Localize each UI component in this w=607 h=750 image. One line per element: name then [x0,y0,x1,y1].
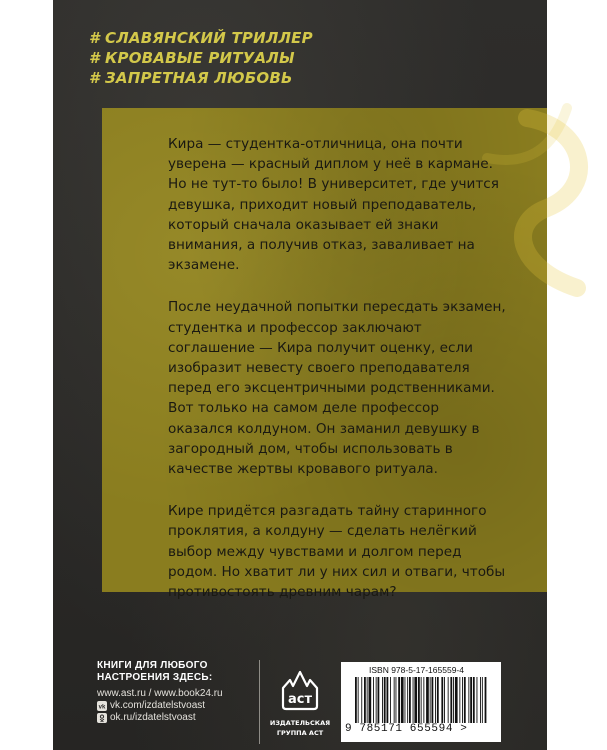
barcode-bar [473,677,475,723]
svg-text:vk: vk [98,704,106,711]
barcode-bar [464,677,466,723]
vk-icon [97,701,107,711]
annotation-text [168,134,508,624]
cover-footer [53,652,547,750]
barcode-bar [450,677,452,723]
barcode-bar [418,677,420,723]
barcode-bar [444,677,445,723]
barcode-bar [405,677,406,723]
promo-ok-link[interactable] [97,712,223,724]
publisher-logo [269,666,331,737]
hashtag-slavic-thriller: # СЛАВЯНСКИЙ ТРИЛЛЕР [89,29,313,47]
barcode-bar [401,677,404,723]
barcode-bar [470,677,472,723]
barcode-bar [413,677,414,723]
barcode-bar [462,677,463,723]
barcode-bar [414,677,417,723]
barcode-icon [355,677,487,723]
barcode-bar [480,677,481,723]
barcode-bar [407,677,408,723]
barcode-bar [477,677,478,723]
promo-title-line-1: КНИГИ ДЛЯ ЛЮБОГО [97,660,208,671]
publisher-name-line-2: ГРУППА АСТ [276,729,324,737]
barcode-bar [432,677,434,723]
hashtag-list [89,28,313,88]
barcode-bar [358,677,359,723]
barcode-bar [355,677,357,723]
footer-divider [259,660,260,744]
barcode-bar [378,677,380,723]
ok-link-text: ok.ru/izdatelstvoast [110,712,196,723]
barcode-bar [396,677,397,723]
hashtag-bloody-rituals: # КРОВАВЫЕ РИТУАЛЫ [89,49,295,67]
ast-logo-icon [277,666,323,712]
barcode-bar [398,677,400,723]
barcode-bar [367,677,368,723]
barcode-bar [468,677,469,723]
publisher-name-line-1: ИЗДАТЕЛЬСКАЯ [269,719,331,727]
barcode-bar [382,677,383,723]
barcode-bar [426,677,429,723]
barcode-bar [364,677,366,723]
promo-vk-link[interactable] [97,700,223,712]
websites-text: www.ast.ru / www.book24.ru [97,688,223,699]
barcode-bar [430,677,431,723]
promo-title-line-2: НАСТРОЕНИЯ ЗДЕСЬ: [97,672,213,683]
isbn-barcode [341,662,501,742]
hashtag-forbidden-love: # ЗАПРЕТНАЯ ЛЮБОВЬ [89,69,293,87]
barcode-bar [369,677,372,723]
ast-logo-text: аст [287,692,313,707]
publisher-promo [97,660,223,724]
barcode-bar [437,677,439,723]
vk-link-text: vk.com/izdatelstvoast [110,700,206,711]
barcode-bar [455,677,458,723]
isbn-text: ISBN 978-5-17-165559-4 [369,665,464,675]
barcode-bar [435,677,436,723]
barcode-bar [448,677,449,723]
barcode-bar [423,677,424,723]
barcode-bar [390,677,391,723]
barcode-bar [376,677,377,723]
ok-icon [97,713,107,723]
barcode-bar [387,677,389,723]
annotation-paragraph-2: После неудачной попытки пересдать экзамен, студентка и профессор заключают соглашение — Кира получит оценку, если изобразит невесту своего преподавателя перед его эксцентричными родственниками. Вот только на самом деле профессор оказался колдуном. Он заманил девушку в загородный дом, чтобы использовать в качестве жертвы кровавого ритуала. [168,299,506,478]
barcode-bar [485,677,487,723]
barcode-bar [394,677,395,723]
book-back-cover [53,0,547,750]
barcode-bar [453,677,454,723]
ean-digits: 9 785171 655594 > [345,723,468,735]
promo-websites[interactable] [97,688,223,700]
barcode-bar [459,677,460,723]
barcode-bar [409,677,411,723]
barcode-bar [361,677,362,723]
annotation-panel [102,108,547,601]
annotation-paragraph-1: Кира — студентка-отличница, она почти уверена — красный диплом у неё в кармане. Но не тут-то было! В университет, где учится девушка, приходит новый преподаватель, который сначала оказывает ей знаки внимания, а получив отказ, заваливает на экзамене. [168,136,499,274]
barcode-bar [384,677,386,723]
barcode-bar [482,677,483,723]
barcode-bar [373,677,374,723]
barcode-bar [441,677,443,723]
annotation-paragraph-3: Кире придётся разгадать тайну старинного проклятия, а колдуну — сделать нелёгкий выбор между чувствами и долгом перед родом. Но хватит ли у них сил и отваги, чтобы противостоять древним чарам? [168,503,506,601]
barcode-bar [421,677,422,723]
